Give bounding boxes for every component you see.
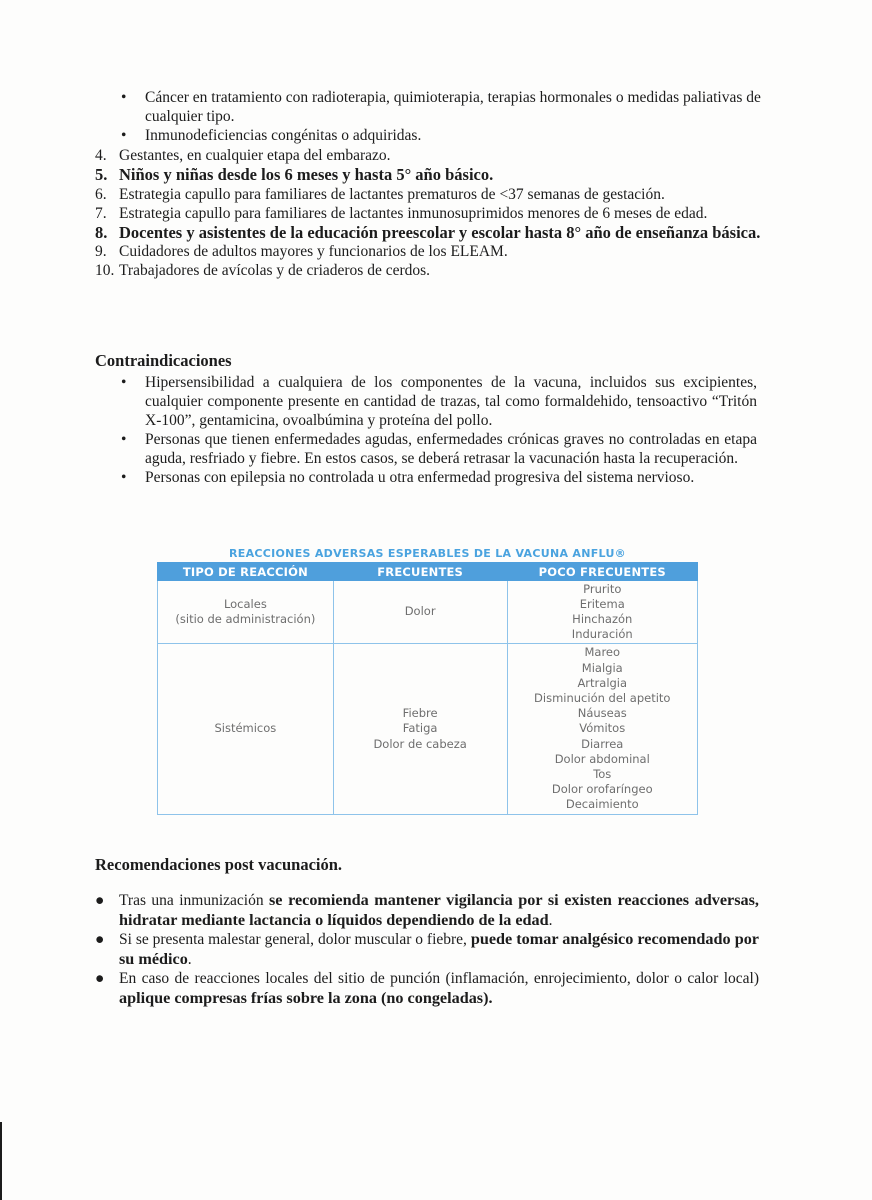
- list-item: • Personas con epilepsia no controlada u otra enfermedad progresiva del sistema nervioso.: [121, 469, 695, 486]
- list-item: ● Tras una inmunización se recomienda mantener vigilancia por si existen reacciones adversas, hidratar mediante lactancia o líquidos dependiendo de la edad.: [95, 891, 759, 929]
- reaction-type-cell: Sistémicos: [158, 644, 334, 815]
- infrequent-cell: Prurito Eritema Hinchazón Induración: [507, 581, 698, 644]
- target-groups-list: [95, 146, 765, 280]
- list-item: 10. Trabajadores de avícolas y de criaderos de cerdos.: [95, 262, 431, 279]
- risk-group-bullets: [121, 88, 765, 145]
- infrequent-cell: Mareo Mialgia Artralgia Disminución del apetito Náuseas Vómitos Diarrea Dolor abdominal Tos Dolor orofaríngeo Decaimiento: [507, 644, 698, 815]
- column-header: FRECUENTES: [333, 563, 507, 581]
- list-item: • Hipersensibilidad a cualquiera de los componentes de la vacuna, incluidos sus excipientes, cualquier componente presente en cantidad de trazas, tal como formaldehido, tensoactivo “Tritón X-100”, gentamicina, ovoalbúmina y proteína del pollo.: [121, 374, 757, 429]
- adverse-reactions-table: [157, 545, 698, 815]
- list-item: 5. Niños y niñas desde los 6 meses y hasta 5° año básico.: [95, 165, 494, 184]
- list-item: 8. Docentes y asistentes de la educación preescolar y escolar hasta 8° año de enseñanza básica.: [95, 222, 761, 242]
- scan-edge-line: [0, 1122, 2, 1200]
- list-item: • Inmunodeficiencias congénitas o adquiridas.: [121, 127, 422, 144]
- table-row: [158, 644, 698, 815]
- frequent-cell: Fiebre Fatiga Dolor de cabeza: [333, 644, 507, 815]
- column-header: TIPO DE REACCIÓN: [158, 563, 334, 581]
- list-item: • Personas que tienen enfermedades agudas, enfermedades crónicas graves no controladas en etapa aguda, resfriado y fiebre. En estos casos, se deberá retrasar la vacunación hasta la recuperación.: [121, 431, 757, 467]
- contraindications-heading: Contraindicaciones: [95, 351, 232, 370]
- list-item: ● Si se presenta malestar general, dolor muscular o fiebre, puede tomar analgésico recomendado por su médico.: [95, 930, 759, 968]
- frequent-cell: Dolor: [333, 581, 507, 644]
- recommendations-heading: Recomendaciones post vacunación.: [95, 855, 343, 874]
- table-title: REACCIONES ADVERSAS ESPERABLES DE LA VACUNA ANFLU®: [229, 547, 626, 560]
- table-header-row: [158, 563, 698, 581]
- reaction-type-cell: Locales (sitio de administración): [158, 581, 334, 644]
- list-item: • Cáncer en tratamiento con radioterapia, quimioterapia, terapias hormonales o medidas paliativas de cualquier tipo.: [121, 89, 761, 125]
- contraindications-list: [121, 373, 757, 487]
- list-item: 9. Cuidadores de adultos mayores y funcionarios de los ELEAM.: [95, 243, 508, 260]
- recommendations-list: [95, 891, 759, 1008]
- list-item: 6. Estrategia capullo para familiares de lactantes prematuros de <37 semanas de gestación.: [95, 185, 665, 203]
- column-header: POCO FRECUENTES: [507, 563, 698, 581]
- list-item: 7. Estrategia capullo para familiares de lactantes inmunosuprimidos menores de 6 meses de edad.: [95, 204, 708, 222]
- table-row: [158, 581, 698, 644]
- list-item: 4. Gestantes, en cualquier etapa del embarazo.: [95, 147, 391, 164]
- list-item: ● En caso de reacciones locales del sitio de punción (inflamación, enrojecimiento, dolor o calor local) aplique compresas frías sobre la zona (no congeladas).: [95, 970, 759, 1007]
